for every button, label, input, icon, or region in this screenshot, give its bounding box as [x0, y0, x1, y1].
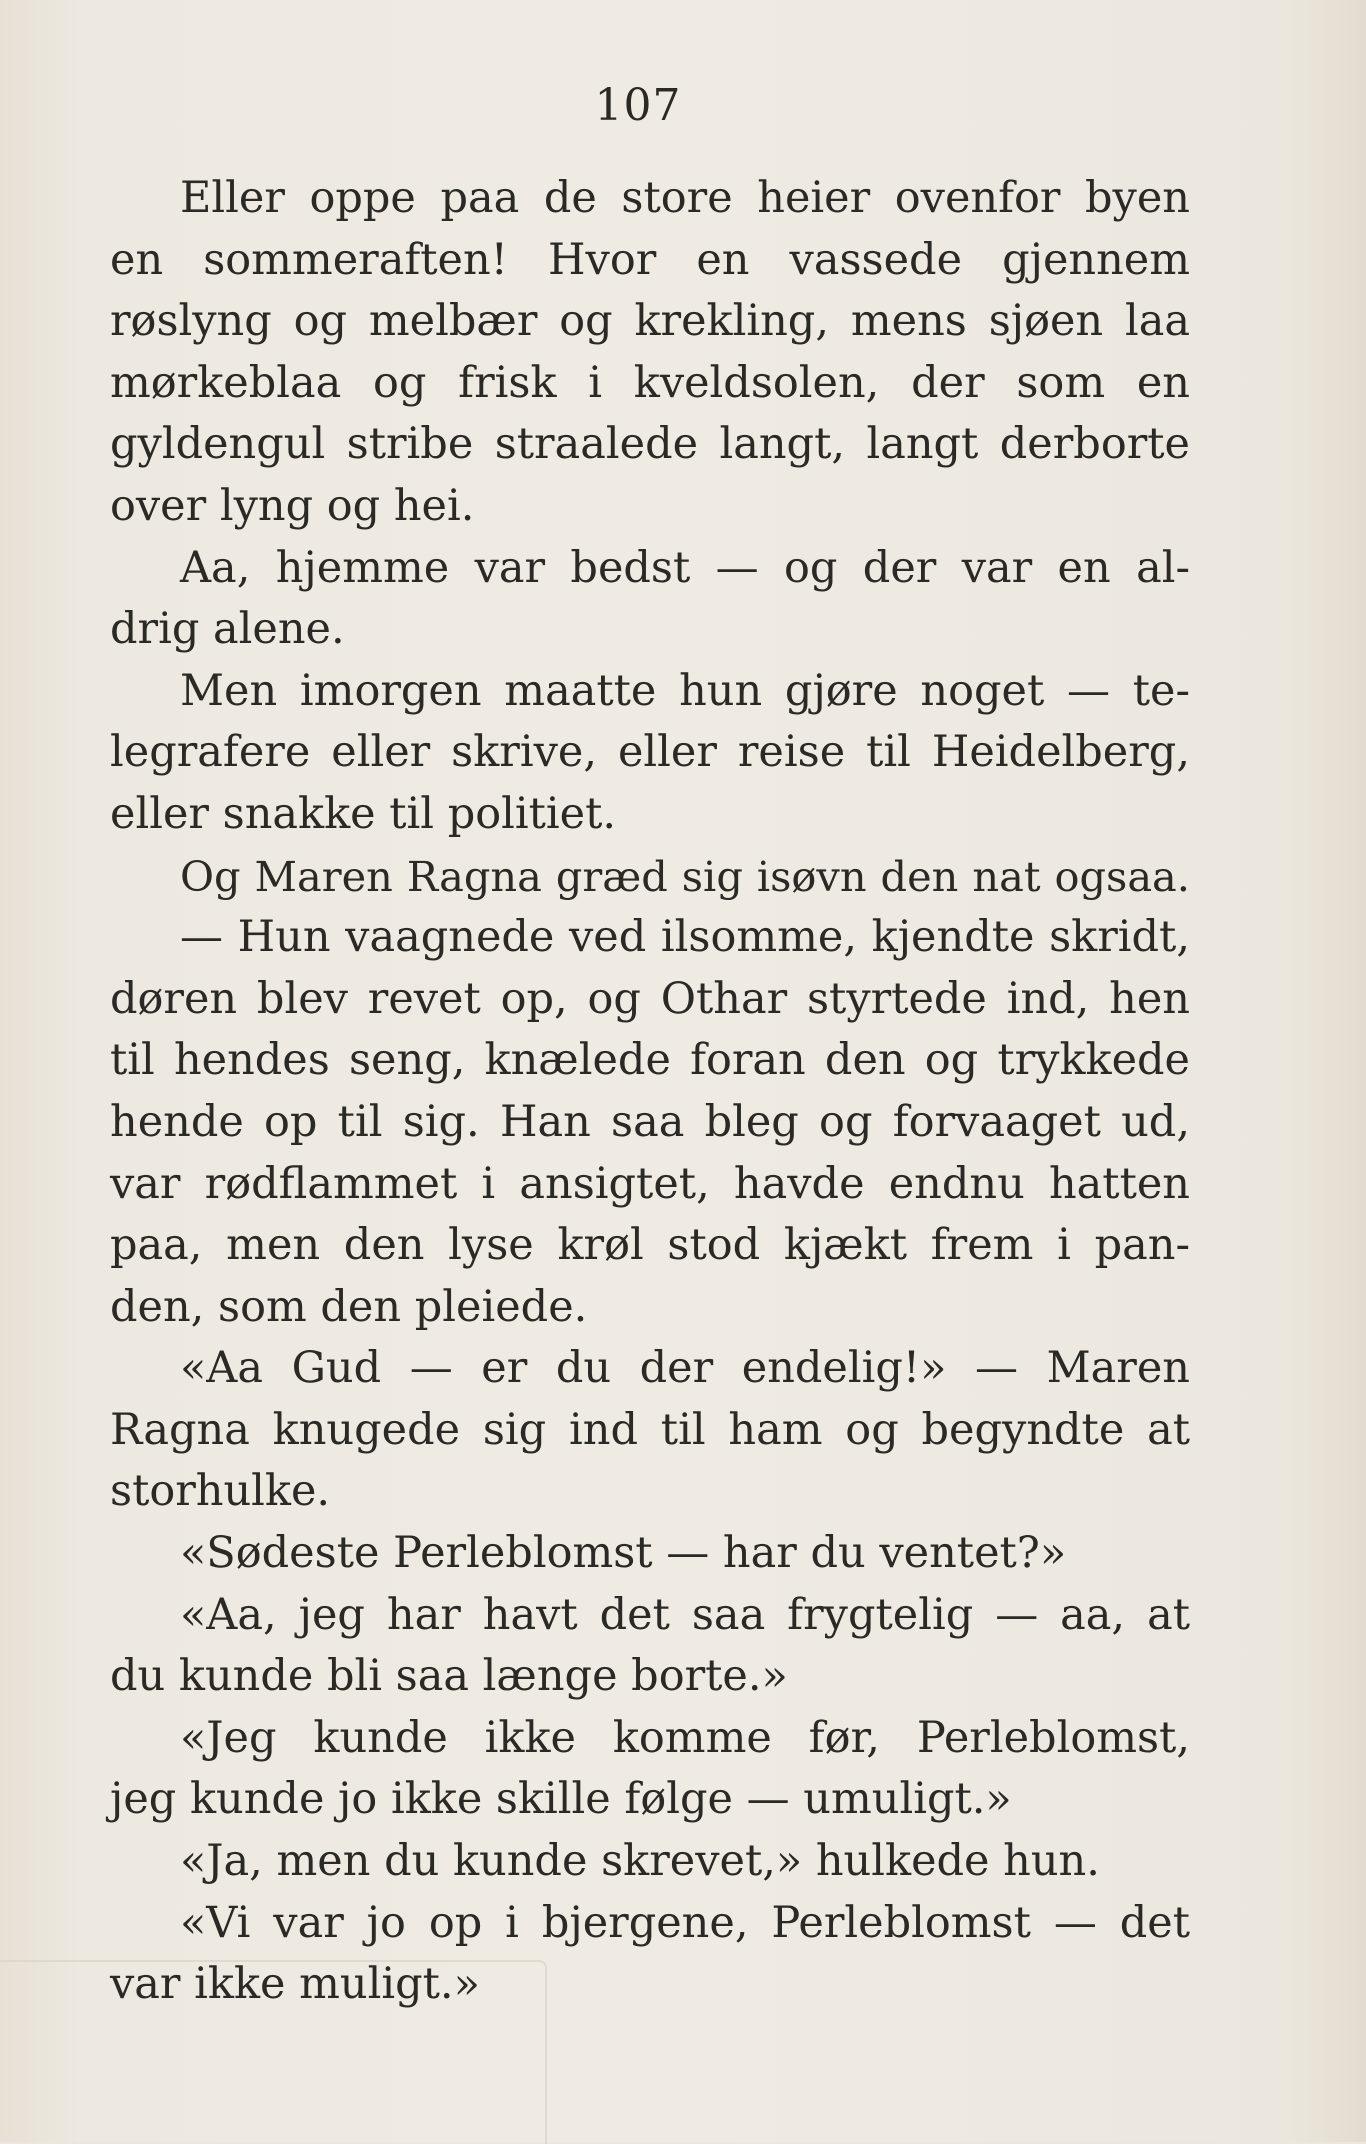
text-line: døren blev revet op, og Othar styrtede ind, hen	[110, 973, 1190, 1024]
text-line: var rødflammet i ansigtet, havde endnu hatten	[110, 1158, 1190, 1209]
text-line: «Aa, jeg har havt det saa frygtelig — aa, at	[180, 1589, 1190, 1640]
text-line: drig alene.	[110, 604, 345, 655]
text-line: røslyng og melbær og krekling, mens sjøen laa	[110, 296, 1190, 347]
text-line: gyldengul stribe straalede langt, langt derborte	[110, 419, 1190, 470]
text-line: storhulke.	[110, 1466, 331, 1517]
text-line: Eller oppe paa de store heier ovenfor byen	[180, 173, 1190, 223]
text-line: over lyng og hei.	[110, 480, 475, 531]
text-line: «Aa Gud — er du der endelig!» — Maren	[180, 1343, 1190, 1394]
text-line: legrafere eller skrive, eller reise til Heidelberg,	[110, 727, 1190, 778]
text-line: «Sødeste Perleblomst — har du ventet?»	[180, 1528, 1067, 1579]
text-line: — Hun vaagnede ved ilsomme, kjendte skridt,	[180, 912, 1190, 963]
text-line: Aa, hjemme var bedst — og der var en al-	[180, 542, 1190, 593]
text-line: «Ja, men du kunde skrevet,» hulkede hun.	[180, 1836, 1100, 1887]
text-line: Men imorgen maatte hun gjøre noget — te-	[180, 665, 1190, 716]
text-line: «Jeg kunde ikke komme før, Perleblomst,	[180, 1712, 1190, 1763]
page-edge-decoration	[0, 1960, 547, 2144]
text-line: Ragna knugede sig ind til ham og begyndte at	[110, 1404, 1190, 1455]
text-line: du kunde bli saa længe borte.»	[110, 1651, 788, 1702]
text-line: «Vi var jo op i bjergene, Perleblomst — det	[180, 1897, 1190, 1948]
text-line: hende op til sig. Han saa bleg og forvaaget ud,	[110, 1096, 1190, 1147]
text-line: til hendes seng, knælede foran den og trykkede	[110, 1035, 1190, 1086]
text-line: paa, men den lyse krøl stod kjækt frem i pan-	[110, 1220, 1190, 1271]
page-number: 107	[594, 80, 682, 131]
text-line: en sommeraften! Hvor en vassede gjennem	[110, 234, 1190, 285]
text-line: den, som den pleiede.	[110, 1281, 588, 1332]
body-text	[110, 168, 1190, 2016]
text-line: mørkeblaa og frisk i kveldsolen, der som en	[110, 357, 1190, 408]
text-line: jeg kunde jo ikke skille følge — umuligt.»	[110, 1774, 1012, 1825]
text-line: Og Maren Ragna græd sig isøvn den nat ogsaa.	[180, 851, 1190, 901]
text-line: var ikke muligt.»	[110, 1959, 480, 2010]
text-line: eller snakke til politiet.	[110, 788, 617, 839]
